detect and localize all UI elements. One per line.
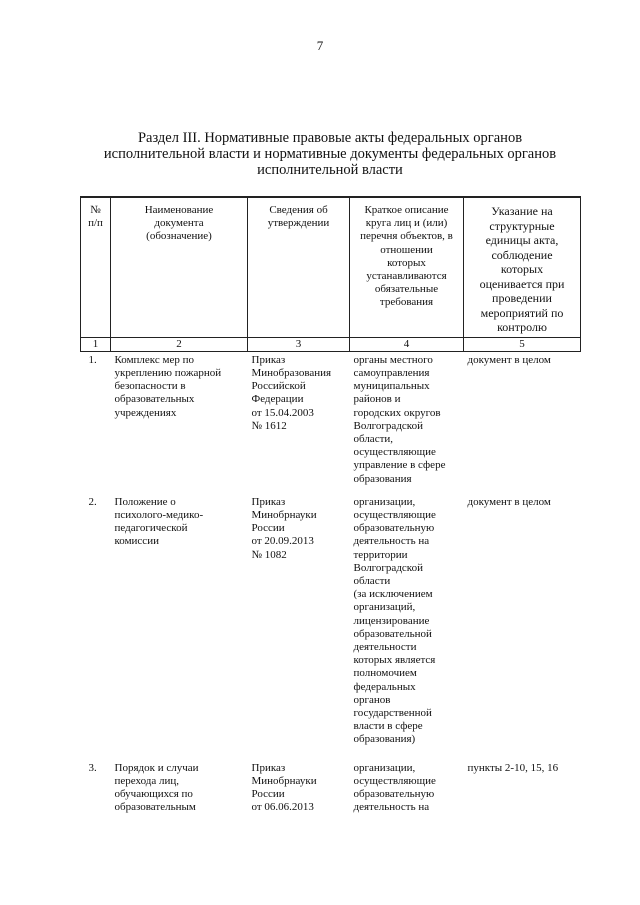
row-number: 1. [88,353,97,366]
description: организации, осуществляющие образовательную деятельность на территории Волгоградской области (за исключением организаций, лицензирование образовательной деятельности которых является полномочием федеральных органов государственной власти в сфере образования) [353,495,436,746]
approval-info: Приказ Минобразования Российской Федерации от 15.04.2003 № 1612 [251,353,332,432]
table-row [81,351,581,494]
section-title-line-2: исполнительной власти и нормативные документы федеральных органов [103,146,557,162]
document-name: Комплекс мер по укреплению пожарной безопасности в образовательных учреждениях [114,353,222,419]
column-number: 4 [350,337,464,351]
page-number: 7 [316,38,324,53]
approval-info: Приказ Минобрнауки России от 06.06.2013 [251,761,317,814]
header-approval-info: Сведения об утверждении [248,197,350,337]
column-number-row [81,337,581,351]
column-number: 5 [464,337,581,351]
approval-info: Приказ Минобрнауки России от 20.09.2013 № 1082 [251,495,317,561]
description: организации, осуществляющие образовательную деятельность на [353,761,436,814]
section-title-line-3: исполнительной власти [257,162,403,178]
document-name: Порядок и случаи перехода лиц, обучающихся по образовательным [114,761,199,814]
column-number: 2 [111,337,248,351]
column-number: 3 [248,337,350,351]
description: органы местного самоуправления муниципальных районов и городских округов Волгоградской области, осуществляющие управление в сфере образования [353,353,446,485]
section-title [80,130,580,178]
table-row [81,760,581,817]
column-number: 1 [81,337,111,351]
row-number: 2. [88,495,97,508]
structural-units: пункты 2-10, 15, 16 [467,761,559,774]
header-description: Краткое описание круга лиц и (или) перечня объектов, в отношении которых устанавливаются обязательные требования [350,197,464,337]
table-row [81,494,581,760]
table-header-row [81,197,581,337]
row-number: 3. [88,761,97,774]
structural-units: документ в целом [467,495,551,508]
section-title-line-1: Раздел III. Нормативные правовые акты федеральных органов [137,130,523,146]
header-structural-units: Указание на структурные единицы акта, соблюдение которых оценивается при проведении мероприятий по контролю [464,197,581,337]
structural-units: документ в целом [467,353,551,366]
header-document-name: Наименование документа (обозначение) [111,197,248,337]
regulations-table [80,196,581,817]
header-number: № п/п [81,197,111,337]
document-name: Положение о психолого-медико- педагогической комиссии [114,495,204,548]
